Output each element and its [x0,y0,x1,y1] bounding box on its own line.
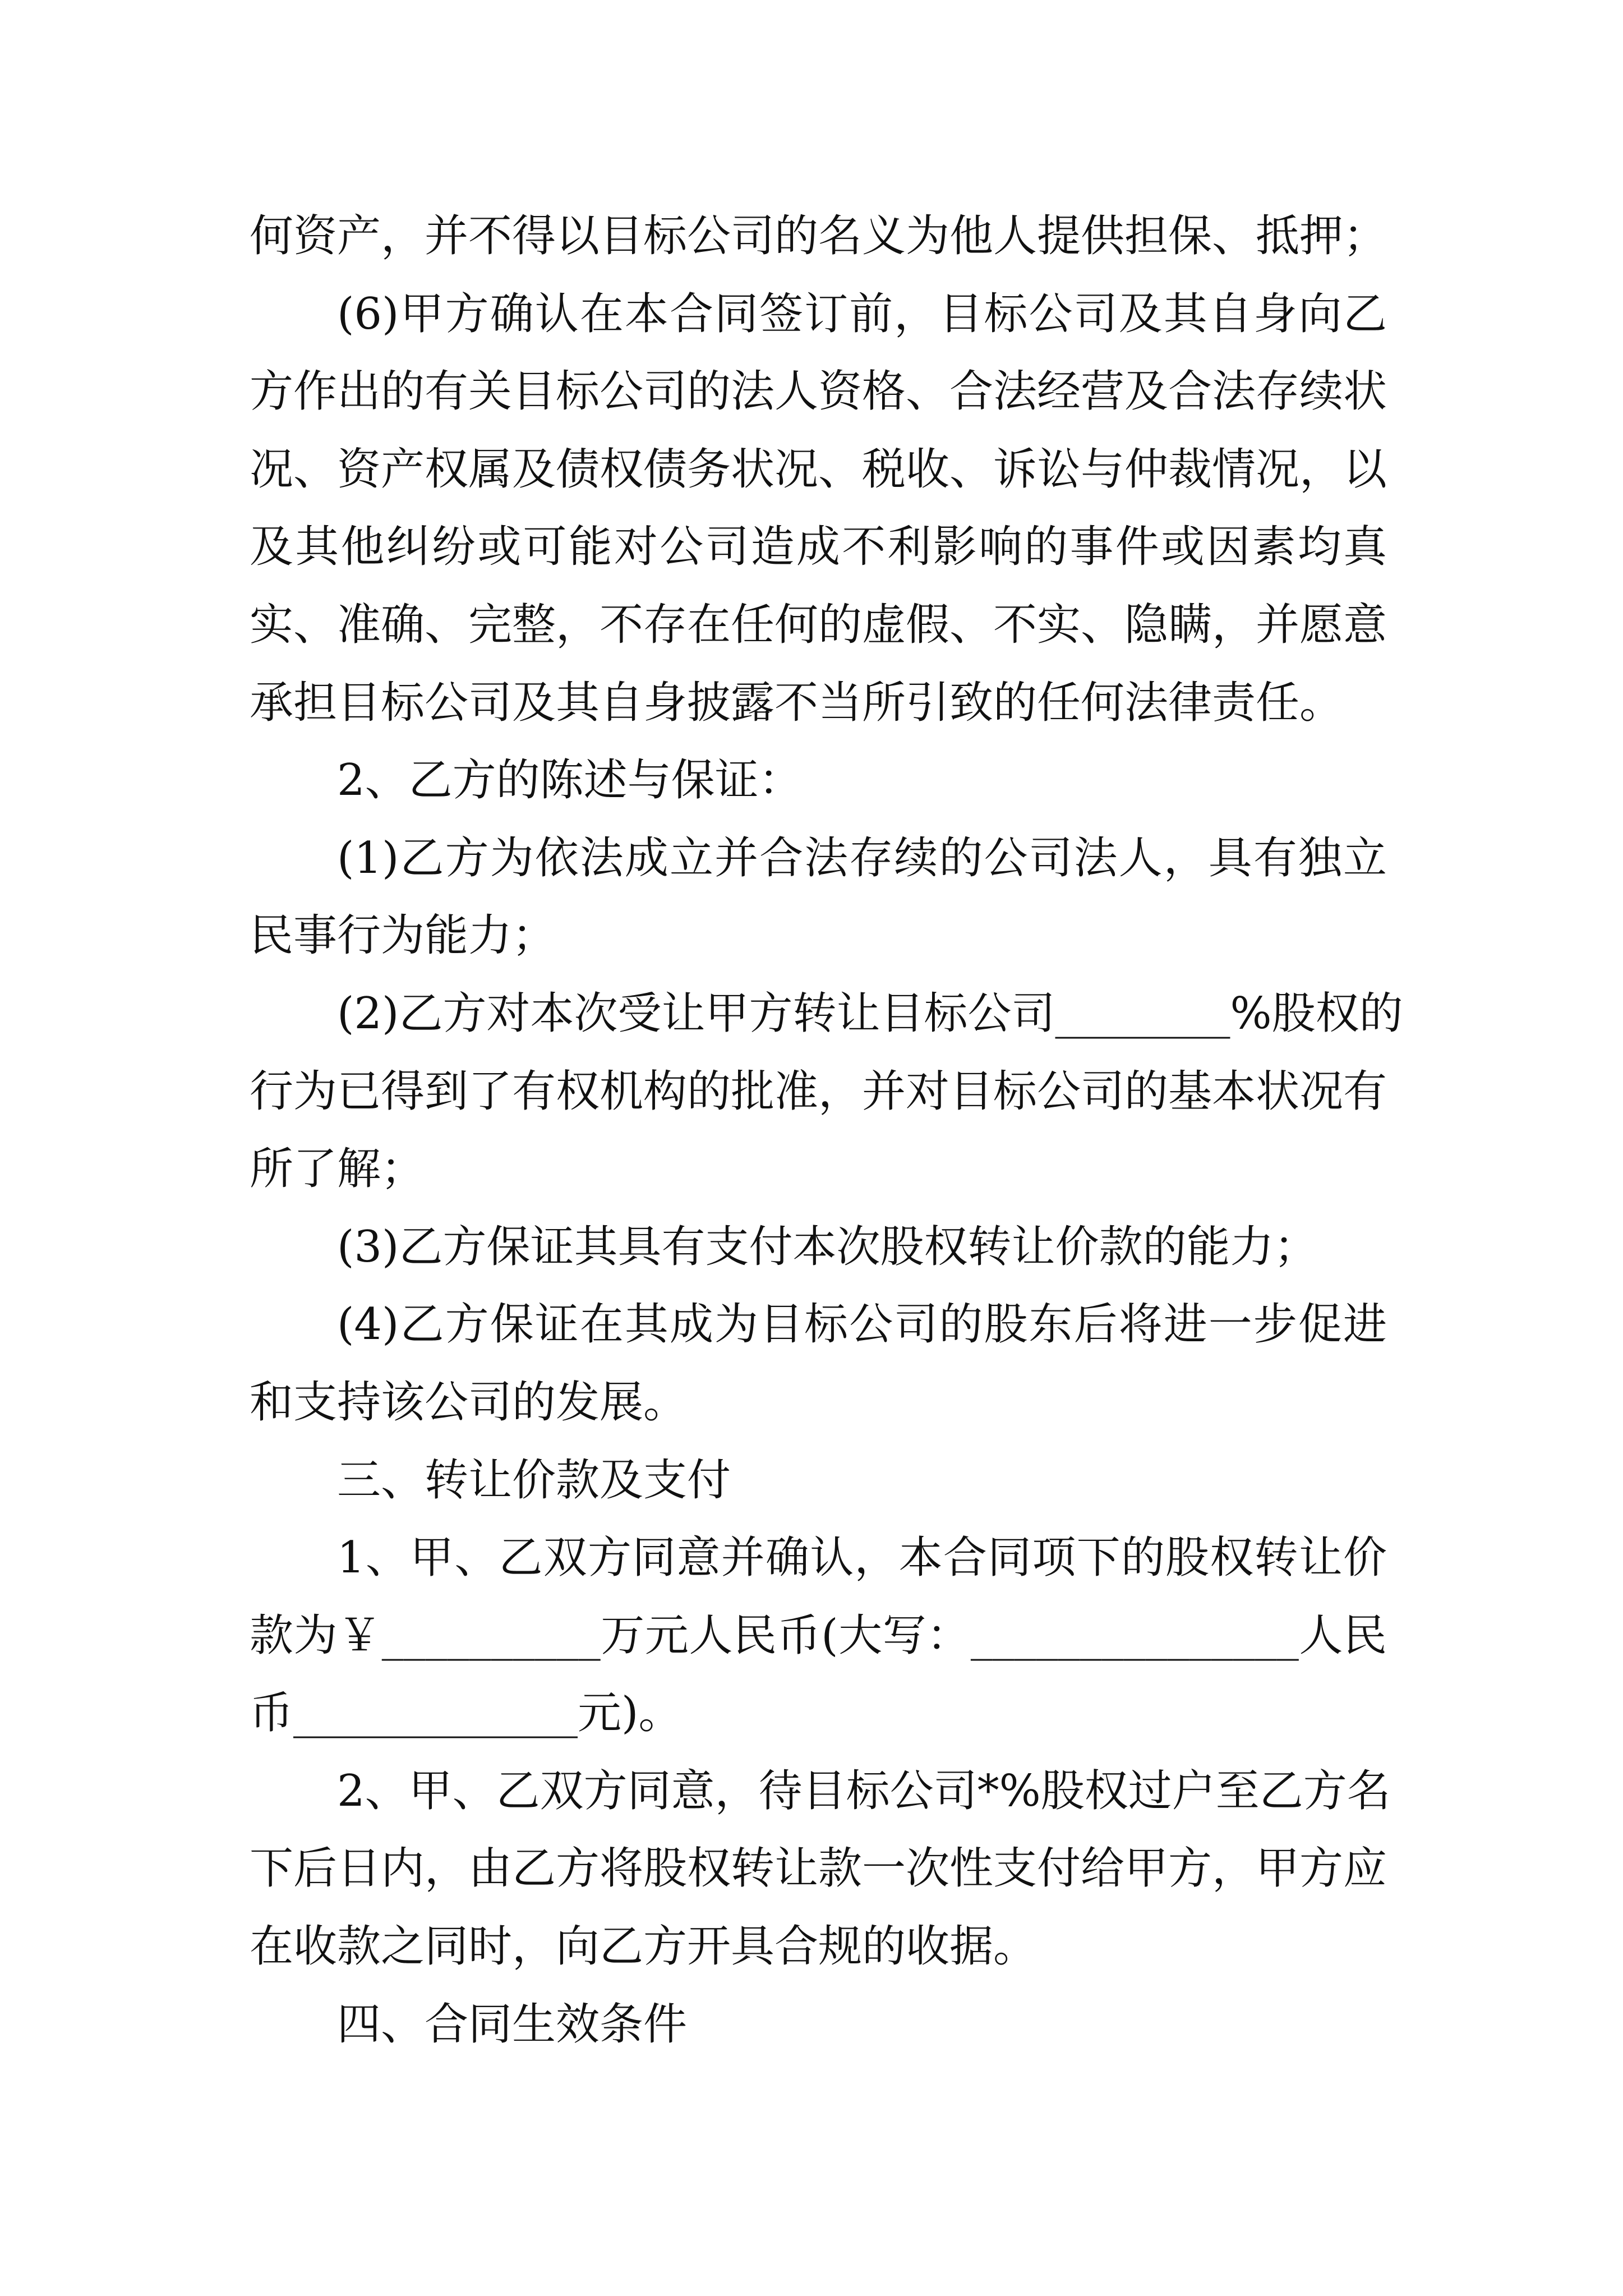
body-line: 和支持该公司的发展。 [250,1377,688,1428]
body-line: 所了解； [250,1144,425,1195]
section-heading: 四、合同生效条件 [337,1999,688,2050]
clause-line: (6)甲方确认在本合同签订前，目标公司及其自身向乙 [337,288,1387,339]
clause-line: 2、甲、乙双方同意，待目标公司*%股权过户至乙方名 [337,1765,1391,1816]
body-line: 民事行为能力； [250,910,556,961]
body-line: 下后日内，由乙方将股权转让款一次性支付给甲方，甲方应 [250,1843,1387,1894]
body-line: 何资产，并不得以目标公司的名义为他人提供担保、抵押； [250,211,1387,261]
clause-line: (3)乙方保证其具有支付本次股权转让价款的能力； [337,1221,1318,1272]
clause-line: (1)乙方为依法成立并合法存续的公司法人，具有独立 [337,832,1387,884]
body-line: 况、资产权属及债权债务状况、税收、诉讼与仲裁情况，以 [250,444,1387,495]
body-line: 及其他纠纷或可能对公司造成不利影响的事件或因素均真 [250,522,1387,573]
clause-line: 1、甲、乙双方同意并确认，本合同项下的股权转让价 [337,1533,1387,1584]
body-line: 币_____________元)。 [250,1688,683,1739]
clause-line: (4)乙方保证在其成为目标公司的股东后将进一步促进 [337,1299,1387,1350]
body-line: 方作出的有关目标公司的法人资格、合法经营及合法存续状 [250,366,1387,417]
body-line: 承担目标公司及其自身披露不当所引致的任何法律责任。 [250,677,1344,728]
body-line: 行为已得到了有权机构的批准，并对目标公司的基本状况有 [250,1066,1387,1117]
section-heading: 三、转让价款及支付 [337,1455,731,1506]
body-line: 实、准确、完整，不存在任何的虚假、不实、隐瞒，并愿意 [250,599,1387,650]
section-heading: 2、乙方的陈述与保证： [337,755,803,806]
clause-line: (2)乙方对本次受让甲方转让目标公司________%股权的 [337,988,1403,1039]
body-line: 在收款之同时，向乙方开具合规的收据。 [250,1921,1038,1972]
body-line: 款为￥__________万元人民币(大写：_______________人民 [250,1610,1387,1661]
contract-body [250,197,1403,2063]
